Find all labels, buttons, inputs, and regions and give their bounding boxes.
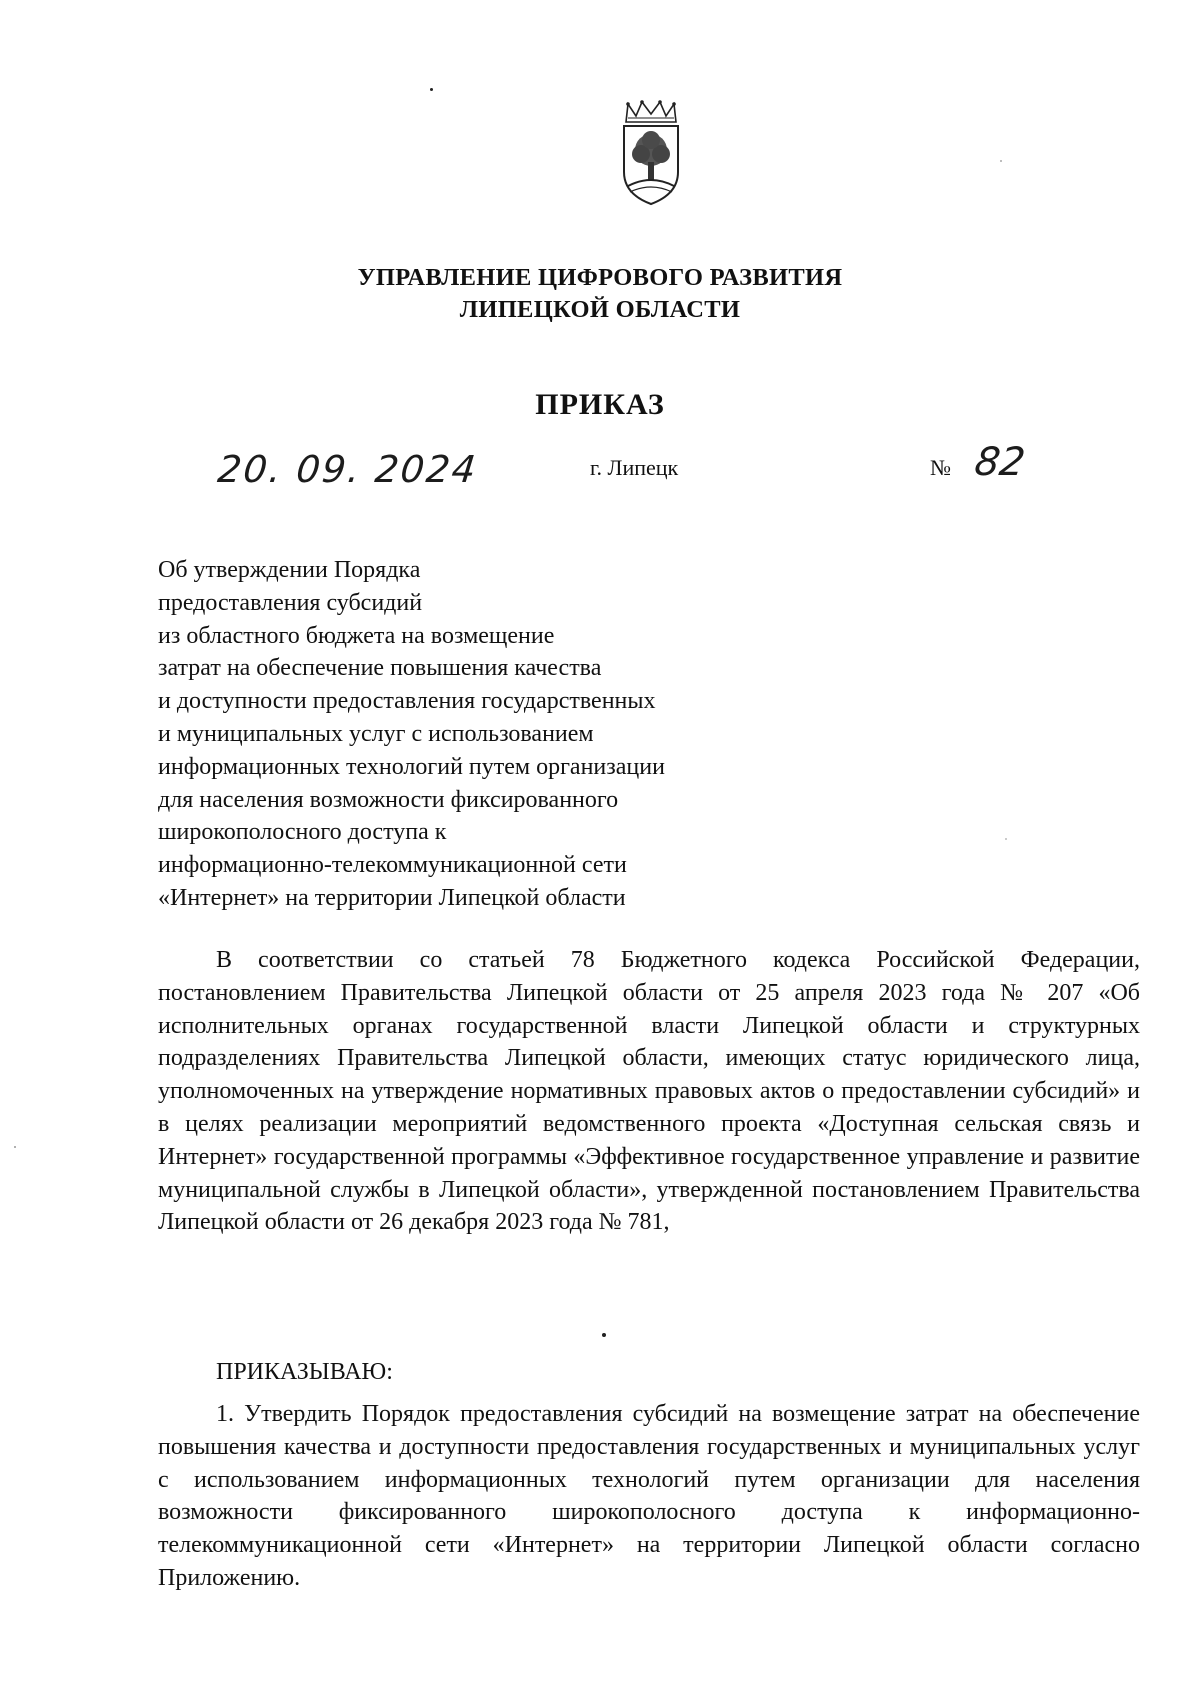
subject-line: Об утверждении Порядка — [158, 557, 421, 583]
subject-line: «Интернет» на территории Липецкой области — [158, 884, 626, 911]
subject-line: затрат на обеспечение повышения качества — [158, 655, 602, 682]
document-title: ПРИКАЗ — [535, 388, 665, 421]
scan-speck — [602, 1333, 606, 1337]
scan-speck — [1005, 838, 1007, 840]
order-date: 20. 09. 2024 — [215, 448, 480, 491]
order-subject — [158, 554, 665, 915]
subject-line: предоставления субсидий — [158, 589, 423, 616]
organization-line-1: УПРАВЛЕНИЕ ЦИФРОВОГО РАЗВИТИЯ — [357, 264, 843, 291]
order-item-1: 1. Утвердить Порядок предоставления субсидий на возмещение затрат на обеспечение повышения качества и доступности предоставления государственных и муниципальных услуг с использованием информационных технологий путем организации для населения возможности фиксированного широкополосного доступа к информационно-телекоммуникационной сети «Интернет» на территории Липецкой области согласно Приложению. — [158, 1401, 1140, 1591]
subject-line: и муниципальных услуг с использованием — [158, 720, 594, 747]
scan-speck — [14, 1146, 16, 1148]
scan-speck — [1000, 160, 1002, 162]
organization-name — [0, 262, 1200, 326]
order-city: г. Липецк — [590, 455, 679, 480]
subject-line: информационно-телекоммуникационной сети — [158, 852, 627, 879]
scan-speck — [430, 88, 433, 91]
subject-line: и доступности предоставления государственных — [158, 688, 656, 715]
order-number-label: № — [930, 455, 951, 480]
order-number: 82 — [971, 440, 1028, 485]
subject-line: для населения возможности фиксированного — [158, 786, 619, 813]
subject-line: информационных технологий путем организации — [158, 753, 665, 780]
order-directive-heading: ПРИКАЗЫВАЮ: — [216, 1359, 393, 1385]
subject-line: из областного бюджета на возмещение — [158, 622, 555, 649]
preamble-paragraph: В соответствии со статьей 78 Бюджетного кодекса Российской Федерации, постановлением Правительства Липецкой области от 25 апреля 2023 года № 207 «Об исполнительных органах государственной власти Липецкой области и структурных подразделениях Правительства Липецкой области, имеющих статус юридического лица, уполномоченных на утверждение нормативных правовых актов о предоставлении субсидий» и в целях реализации мероприятий ведомственного проекта «Доступная сельская связь и Интернет» государственной программы «Эффективное государственное управление и развитие муниципальной службы в Липецкой области», утвержденной постановлением Правительства Липецкой области от 26 декабря 2023 года № 781, — [158, 947, 1140, 1236]
subject-line: широкополосного доступа к — [158, 819, 447, 846]
lipetsk-coat-of-arms-icon — [616, 100, 686, 210]
organization-line-2: ЛИПЕЦКОЙ ОБЛАСТИ — [459, 296, 741, 323]
